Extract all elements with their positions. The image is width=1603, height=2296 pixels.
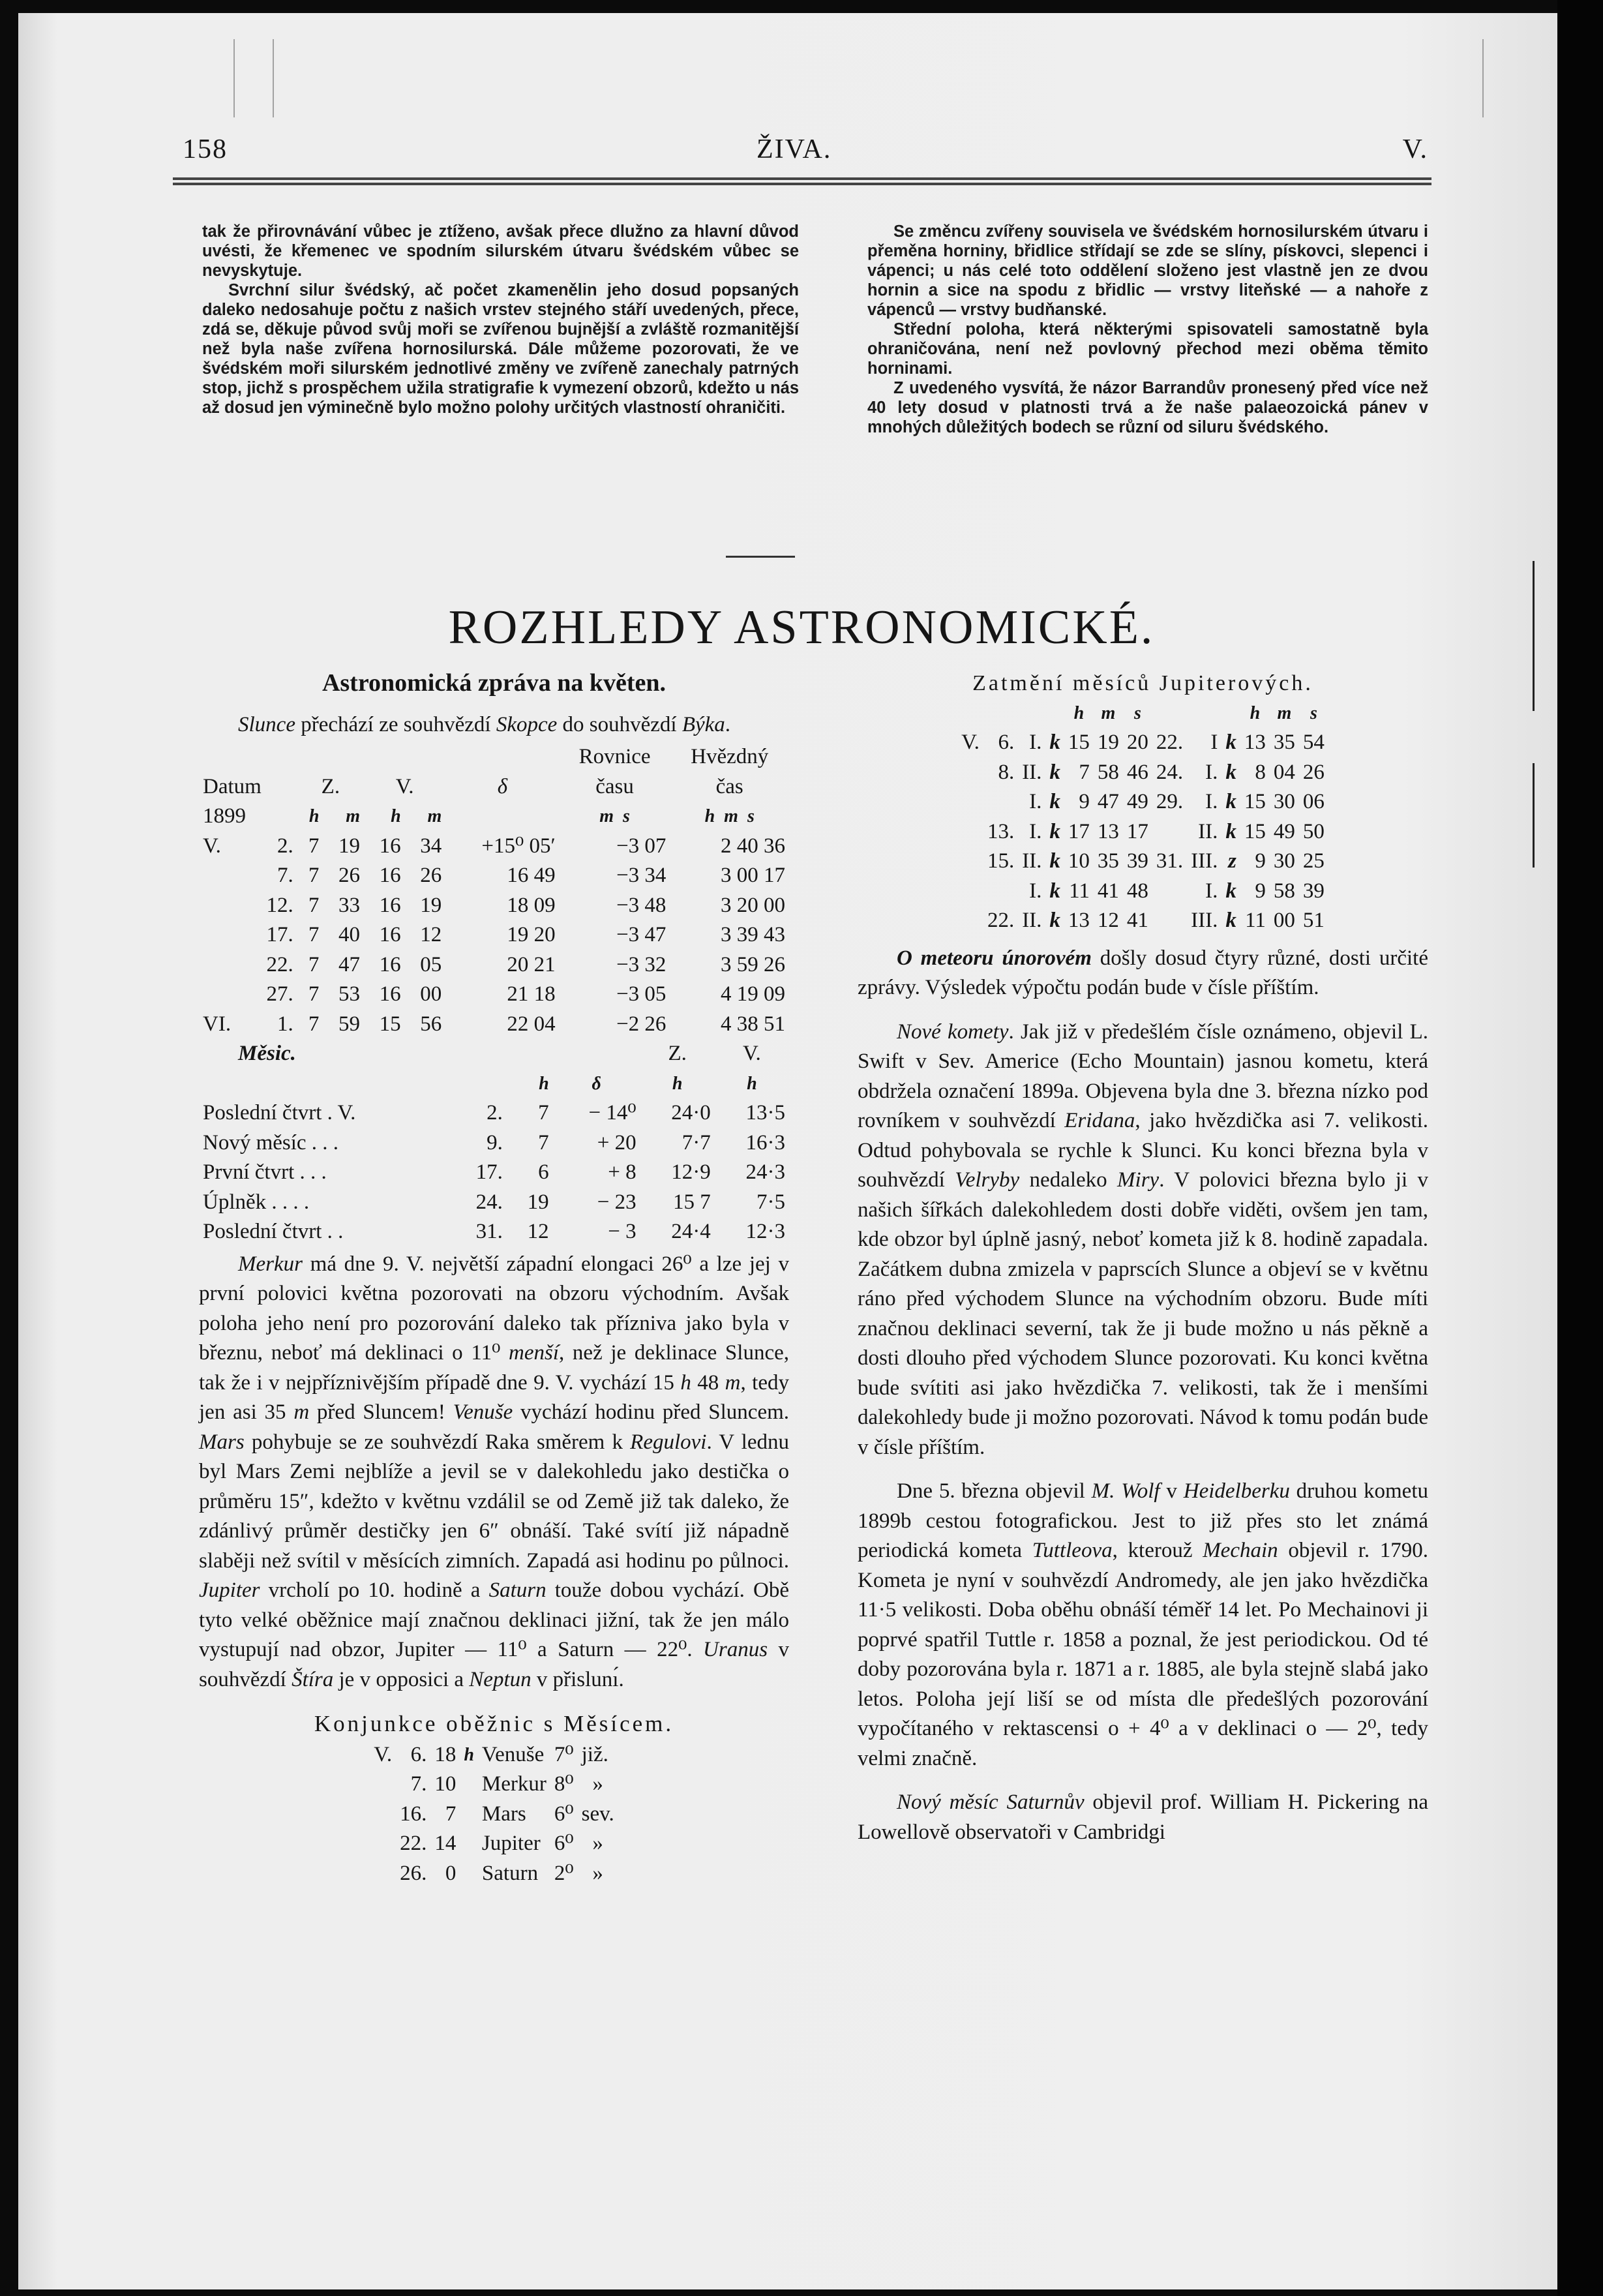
article-heading: Astronomická zpráva na květen. bbox=[322, 669, 667, 697]
paragraph: Se změncu zvířeny souvisela ve švédském hornosilurském útvaru i přeměna horniny, břidlice střídají se zde se slíny, pískovci, slepenci i vápenci; u nás celé toto oddělení složeno jest vlastně jen ze dvou hornin a sice na spodu z břidlic — vrstvy liteňské — a nahoře z vápenců — vrstvy budňanské. bbox=[867, 222, 1428, 319]
table-row: Úplněk . . . . 24. 19 − 23 15 7 7·5 bbox=[203, 1190, 785, 1214]
unit: δ bbox=[592, 1073, 601, 1094]
running-header bbox=[183, 134, 1428, 179]
paragraph: Střední poloha, která některými spisovateli samostatně byla ohraničována, není než povlovný přechod mezi oběma těmito horninami. bbox=[867, 320, 1428, 378]
table-row: V. 2. 7 19 16 34 +15⁰ 05′ −3 07 2 40 36 bbox=[203, 834, 785, 858]
table-units-row: h m s h m s bbox=[1073, 702, 1317, 723]
table-row: Nový měsíc . . . 9. 7 + 20 7·7 16·3 bbox=[203, 1130, 785, 1155]
unit: h bbox=[539, 1073, 549, 1094]
right-column bbox=[858, 669, 1428, 1847]
unit: m bbox=[427, 806, 442, 826]
table-title: Měsic. bbox=[238, 1042, 296, 1065]
top-right-column bbox=[867, 222, 1428, 437]
scan-artifact bbox=[273, 39, 274, 117]
sun-table bbox=[199, 742, 789, 1039]
jupiter-eclipses-table bbox=[957, 699, 1328, 936]
sun-intro bbox=[199, 710, 789, 740]
paragraph: tak že přirovnávání vůbec je ztíženo, avšak přece dlužno za hlavní důvod uvésti, že křemenec ve spodním silurském útvaru švédském vůbec se nevyskytuje. bbox=[202, 222, 799, 280]
scan-border bbox=[1557, 0, 1603, 2296]
meteor-paragraph: O meteoru únorovém došly dosud čtyry různé, dosti určité zprávy. Výsledek výpočtu podán bude v čísle příštím. bbox=[858, 946, 1429, 999]
top-left-column bbox=[202, 222, 799, 417]
table-row: 22. II. k 13 12 41 III. k 11 00 51 bbox=[987, 909, 1325, 932]
scan-artifact bbox=[1482, 39, 1484, 117]
table-row: 27. 7 53 16 00 21 18 −3 05 4 19 09 bbox=[266, 982, 785, 1006]
column-header: V. bbox=[395, 774, 414, 798]
column-header: V. bbox=[742, 1042, 761, 1065]
text: do souhvězdí bbox=[557, 712, 682, 736]
table-row: V. 6. 18 h Venuše 7⁰ již. bbox=[374, 1742, 608, 1766]
table-header-row bbox=[199, 1039, 789, 1069]
column-header: času bbox=[595, 774, 634, 798]
table-row: V. 6. I. k 15 19 20 22. I k 13 35 54 bbox=[961, 731, 1325, 754]
page-number: 158 bbox=[183, 134, 228, 164]
table-header-row bbox=[199, 772, 789, 802]
unit: h bbox=[308, 806, 320, 826]
table-row: 13. I. k 17 13 17 II. k 15 49 50 bbox=[987, 819, 1325, 843]
margin-mark bbox=[1533, 763, 1535, 868]
column-header: δ bbox=[497, 774, 508, 798]
table-row: Poslední čtvrt . V. 2. 7 − 14⁰ 24·0 13·5 bbox=[203, 1101, 785, 1125]
table-row: 17. 7 40 16 12 19 20 −3 47 3 39 43 bbox=[266, 923, 785, 946]
unit: h bbox=[672, 1073, 683, 1094]
conjunctions-heading: Konjunkce oběžnic s Měsícem. bbox=[314, 1711, 674, 1736]
table-row: 22. 14 Jupiter 6⁰ » bbox=[400, 1832, 603, 1855]
section-separator bbox=[726, 556, 795, 558]
term: Skopce bbox=[496, 712, 558, 736]
saturn-moon-paragraph: Nový měsíc Saturnův objevil prof. William H. Pickering na Lowellově observatoři v Cambridgi bbox=[858, 1790, 1428, 1844]
wolf-comet-paragraph: Dne 5. března objevil M. Wolf v Heidelberku druhou kometu 1899b cestou fotografickou. Jest to již přes sto let známá periodická kometa Tuttleova, kterouž Mechain objevil r. 1790. Kometa je nyní v souhvězdí Andromedy, ale jen jako hvězdička 11·5 velikosti. Doba oběhu obnáší téměř 14 let. Po Mechainovi ji poprvé spatřil Tuttle r. 1858 a poznal, že jest periodickou. Od té doby pozorována byla r. 1871 a r. 1885, ale byla stejně slabá jako letos. Poloha její liší se od místa dle předešlých pozorování vypočítaného v rektascensi o + 4⁰ a v deklinaci o — 2⁰, tedy velmi značně. bbox=[858, 1479, 1429, 1770]
table-row: 12. 7 33 16 19 18 09 −3 48 3 20 00 bbox=[266, 893, 785, 917]
table-row: I. k 11 41 48 I. k 9 58 39 bbox=[1029, 879, 1325, 903]
column-header: čas bbox=[715, 774, 743, 798]
left-column bbox=[199, 669, 789, 1888]
column-header: Z. bbox=[321, 774, 340, 798]
table-header-row bbox=[199, 742, 789, 772]
moon-table bbox=[199, 1039, 789, 1247]
table-row: 26. 0 Saturn 2⁰ » bbox=[400, 1861, 603, 1885]
table-row: 15. II. k 10 35 39 31. III. z 9 30 25 bbox=[987, 849, 1325, 873]
jupiter-heading: Zatmění měsíců Jupiterových. bbox=[972, 671, 1313, 695]
column-header: Datum bbox=[203, 774, 262, 798]
paragraph: Svrchní silur švédský, ač počet zkamenělin jeho dosud popsaných daleko nedosahuje počtu z našich vrstev stejného stáří uvedených, přece, zdá se, děkuje původ svůj moři se zvířenou bujnější a zvláště rozmanitější než byla naše zvířena hornosilurská. Dále můžeme pozorovati, že ve švédském moři silurském jednotlivé změny ve zvířeně zanechaly patrných stop, jichž s prospěchem užila stratigrafie k vymezení obzorů, kdežto u nás až dosud jen výminečně bylo možno polohy určitých vlastností ohraničiti. bbox=[202, 281, 799, 417]
column-header: Hvězdný bbox=[691, 745, 769, 768]
unit: m bbox=[346, 806, 361, 826]
column-header: Rovnice bbox=[578, 745, 651, 768]
table-row: I. k 9 47 49 29. I. k 15 30 06 bbox=[1029, 790, 1325, 813]
table-row: 7. 10 Merkur 8⁰ » bbox=[410, 1772, 603, 1796]
comets-paragraph: Nové komety. Jak již v předešlém čísle oznámeno, objevil L. Swift v Sev. Americe (Echo Mountain) jasnou kometu, která obdržela označení 1899a. Objevena byla dne 3. března nízko pod rovníkem v souhvězdí Eridana, jako hvězdička asi 7. velikosti. Odtud pohybovala se rychle k Slunci. Ku konci března byla v souhvězdí Velryby nedaleko Miry. V polovici března bylo ji v našich šířkách dalekohledem dosti dobře viděti, ovšem jen tam, kde obzor byl úplně jasný, neboť kometa již k 8. hodině zapadala. Začátkem dubna zmizela v paprscích Slunce a objeví se v květnu ráno před východem Slunce na východním obzoru. Bude míti značnou deklinaci severní, tak že ji bude možno u nás pěkně a dosti dlouho před východem Slunce pozorovati. Ku konci května bude svítiti asi jako hvězdička 7. velikosti, tak že i menšími dalekohledy bude ji možno pozorovati. Návod k tomu podán bude v čísle příštím. bbox=[858, 1020, 1429, 1459]
year-label: 1899 bbox=[203, 804, 246, 828]
table-row: 8. II. k 7 58 46 24. I. k 8 04 26 bbox=[998, 760, 1325, 784]
unit: m s bbox=[599, 806, 630, 826]
table-row: 7. 7 26 16 26 16 49 −3 34 3 00 17 bbox=[277, 864, 785, 887]
volume-number: V. bbox=[1402, 134, 1428, 164]
text: . bbox=[725, 712, 731, 736]
section-title: ROZHLEDY ASTRONOMICKÉ. bbox=[448, 601, 1155, 654]
table-units-row bbox=[199, 802, 789, 832]
table-row: 16. 7 Mars 6⁰ sev. bbox=[400, 1802, 614, 1826]
unit: h m s bbox=[704, 806, 755, 826]
term: Slunce bbox=[238, 712, 295, 736]
text: přechází ze souhvězdí bbox=[295, 712, 496, 736]
table-units-row bbox=[199, 1069, 789, 1099]
journal-title: ŽIVA. bbox=[757, 134, 832, 164]
term: Býka bbox=[682, 712, 725, 736]
unit: h bbox=[747, 1073, 757, 1094]
paragraph: Z uvedeného vysvítá, že názor Barrandův pronesený před více než 40 lety dosud v platnosti trvá a že naše palaeozoická pánev v mnohých důležitých bodech se různí od siluru švédského. bbox=[867, 379, 1428, 436]
table-row: 22. 7 47 16 05 20 21 −3 32 3 59 26 bbox=[266, 952, 785, 976]
unit: h bbox=[391, 806, 401, 826]
planets-paragraph: Merkur má dne 9. V. největší západní elongaci 26⁰ a lze jej v první polovici května pozorovati na obzoru východním. Avšak poloha jeho není pro pozorování daleko tak přízniva jako byla v březnu, neboť má deklinaci o 11⁰ menší, než je deklinace Slunce, tak že i v nejpříznivějším případě dne 9. V. vychází 15 h 48 m, tedy jen asi 35 m před Sluncem! Venuše vychází hodinu před Sluncem. Mars pohybuje se ze souhvězdí Raka směrem k Regulovi. V lednu byl Mars Zemi nejblíže a jevil se v dalekohledu jako destička o průměru 15″, kdežto v květnu vzdálil se od Země již tak daleko, že zdánlivý průměr destičky jen 6″ obnáší. Také svítí již nápadně slaběji než svítil v měsících zimních. Zapadá asi hodinu po půlnoci. Jupiter vrcholí po 10. hodině a Saturn touže dobou vychází. Obě tyto velké oběžnice mají značnou deklinaci jižní, tak že jen málo vystupují nad obzor, Jupiter — 11⁰ a Saturn — 22⁰. Uranus v souhvězdí Štíra je v opposici a Neptun v přislunı́. bbox=[199, 1252, 790, 1691]
table-row: První čtvrt . . . 17. 6 + 8 12·9 24·3 bbox=[203, 1160, 785, 1184]
table-row: Poslední čtvrt . . 31. 12 − 3 24·4 12·3 bbox=[203, 1220, 785, 1243]
conjunctions-table bbox=[370, 1740, 618, 1889]
scan-artifact bbox=[233, 39, 235, 117]
table-row: VI. 1. 7 59 15 56 22 04 −2 26 4 38 51 bbox=[203, 1012, 785, 1036]
column-header: Z. bbox=[668, 1042, 687, 1065]
header-double-rule bbox=[173, 177, 1431, 185]
